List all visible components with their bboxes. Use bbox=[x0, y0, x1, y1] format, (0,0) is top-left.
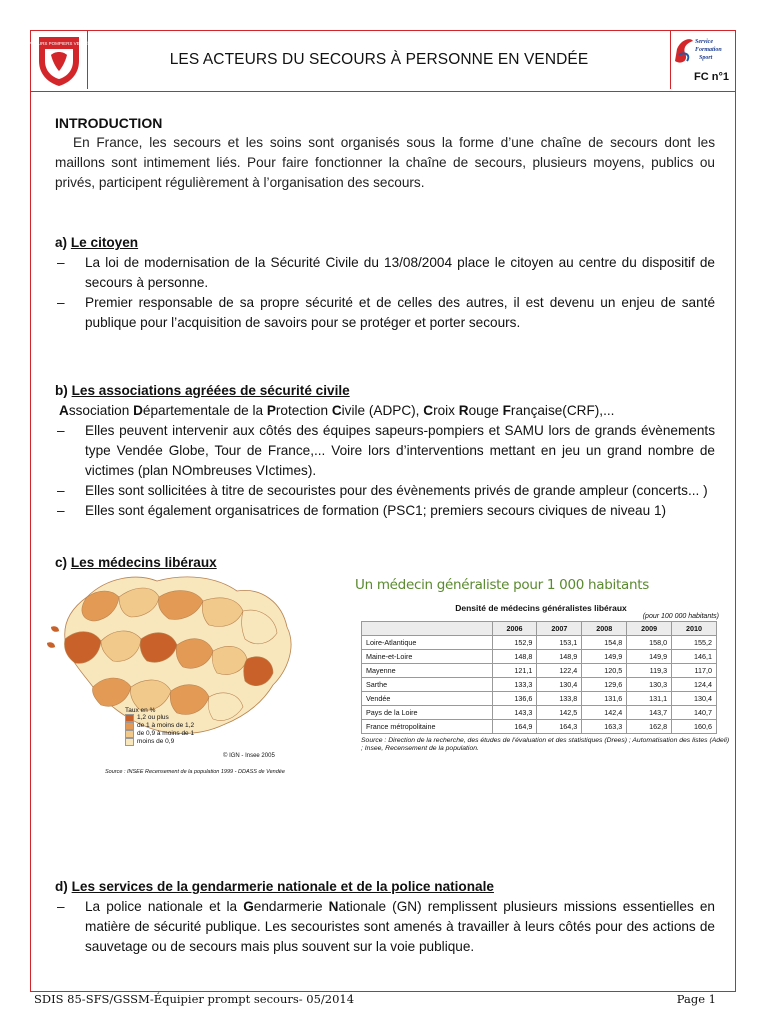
table-header-cell: 2010 bbox=[672, 622, 717, 636]
table-cell: 117,0 bbox=[672, 664, 717, 678]
table-cell: 148,9 bbox=[537, 650, 582, 664]
table-row bbox=[362, 678, 717, 692]
table-cell: 146,1 bbox=[672, 650, 717, 664]
vendee-density-map bbox=[47, 567, 339, 785]
document-title: LES ACTEURS DU SECOURS À PERSONNE EN VENDÉE bbox=[169, 51, 589, 68]
intro-heading: INTRODUCTION bbox=[55, 115, 163, 131]
table-cell: 122,4 bbox=[537, 664, 582, 678]
table-cell: 143,7 bbox=[627, 706, 672, 720]
sfs-emblem-icon bbox=[671, 31, 735, 71]
table-cell: 162,8 bbox=[627, 720, 672, 734]
section-b-bullet: – Elles peuvent intervenir aux côtés des équipes sapeurs-pompiers et SAMU lors de grands évènements type Vendée Globe, Tour de France,... Voire lors d’interventions mettant en jeu un grand nombre de victimes (plan NOmbreuses VIctimes). bbox=[57, 423, 715, 478]
table-cell: 164,9 bbox=[492, 720, 537, 734]
table-header-cell: 2009 bbox=[627, 622, 672, 636]
fc-number-label: FC n°1 bbox=[694, 71, 729, 83]
table-cell: 130,3 bbox=[627, 678, 672, 692]
logo-right-line-2: Formation bbox=[695, 47, 722, 53]
intro-paragraph: En France, les secours et les soins sont organisés sous la forme d’une chaîne de secours dont les maillons sont intimement liés. Pour faire fonctionner la chaîne de secours, plusieurs moyens, publics ou privés, participent régulièrement à l’organisation des secours. bbox=[55, 135, 715, 190]
table-cell: 149,9 bbox=[582, 650, 627, 664]
table-cell: 133,8 bbox=[537, 692, 582, 706]
map-legend-title: Taux en % bbox=[125, 707, 156, 714]
header-bar bbox=[25, 31, 735, 92]
table-subtitle: Densité de médecins généralistes libéraux bbox=[455, 603, 627, 613]
legend-swatch-icon bbox=[125, 730, 134, 738]
legend-swatch-icon bbox=[125, 714, 134, 722]
table-cell: 129,6 bbox=[582, 678, 627, 692]
table-cell: 140,7 bbox=[672, 706, 717, 720]
table-header-cell: 2007 bbox=[537, 622, 582, 636]
table-row bbox=[362, 664, 717, 678]
table-cell: 149,9 bbox=[627, 650, 672, 664]
doctor-density-figure bbox=[351, 577, 731, 781]
table-cell: 131,1 bbox=[627, 692, 672, 706]
table-source: Source : Direction de la recherche, des études de l’évaluation et des statistiques (Drees) ; Automatisation des listes (Adeli) ; Insee, Recensement de la population. bbox=[361, 737, 730, 752]
table-row-label: Sarthe bbox=[362, 678, 493, 692]
section-b-bullet: – Elles sont sollicitées à titre de secouristes pour des évènements privés de grande ampleur (concerts... ) bbox=[57, 483, 708, 498]
table-row-label: Maine-et-Loire bbox=[362, 650, 493, 664]
sfs-logo bbox=[670, 31, 735, 89]
table-row-label: Mayenne bbox=[362, 664, 493, 678]
legend-swatch-icon bbox=[125, 722, 134, 730]
section-b-associations-line: Association Départementale de la Protection Civile (ADPC), Croix Rouge Française(CRF),... bbox=[59, 403, 615, 418]
map-image bbox=[47, 567, 339, 785]
table-cell: 136,6 bbox=[492, 692, 537, 706]
table-header-cell: 2006 bbox=[492, 622, 537, 636]
map-legend-item bbox=[125, 738, 194, 746]
table-row-label: Vendée bbox=[362, 692, 493, 706]
sdis-logo bbox=[25, 31, 93, 89]
map-source: Source : INSEE Recensement de la population 1999 - DDASS de Vendée bbox=[105, 769, 285, 775]
logo-right-line-1: Service bbox=[695, 39, 713, 45]
main-content bbox=[55, 113, 715, 573]
table-cell: 121,1 bbox=[492, 664, 537, 678]
map-legend-item bbox=[125, 714, 194, 722]
section-b-bullet: – Elles sont également organisatrices de formation (PSC1; premiers secours civiques de niveau 1) bbox=[57, 503, 667, 518]
section-d-content bbox=[55, 877, 715, 957]
figure-title: Un médecin généraliste pour 1 000 habitants bbox=[355, 577, 649, 593]
table-row bbox=[362, 706, 717, 720]
page-number: Page 1 bbox=[676, 992, 716, 1006]
table-cell: 131,6 bbox=[582, 692, 627, 706]
table-cell: 158,0 bbox=[627, 636, 672, 650]
section-c-title: c) Les médecins libéraux bbox=[55, 555, 217, 570]
table-header-cell: 2008 bbox=[582, 622, 627, 636]
table-cell: 120,5 bbox=[582, 664, 627, 678]
table-row bbox=[362, 636, 717, 650]
section-a-bullet: – La loi de modernisation de la Sécurité Civile du 13/08/2004 place le citoyen au centre du dispositif de secours à personne. bbox=[57, 255, 715, 290]
logo-left-text: SAPEURS POMPIERS VENDÉE bbox=[25, 41, 93, 46]
table-cell: 130,4 bbox=[672, 692, 717, 706]
section-b-title: b) Les associations agréées de sécurité civile bbox=[55, 383, 350, 398]
map-legend bbox=[125, 707, 194, 746]
table-cell: 133,3 bbox=[492, 678, 537, 692]
table-row-label: France métropolitaine bbox=[362, 720, 493, 734]
section-a-bullet: – Premier responsable de sa propre sécurité et de celles des autres, il est devenu un enjeu de santé publique pour l’acquisition de savoirs pour se protéger et porter secours. bbox=[57, 295, 715, 330]
table-cell: 142,5 bbox=[537, 706, 582, 720]
table-cell: 152,9 bbox=[492, 636, 537, 650]
legend-label: de 0,9 à moins de 1 bbox=[137, 730, 195, 737]
page-frame bbox=[25, 30, 736, 992]
table-cell: 160,6 bbox=[672, 720, 717, 734]
table-row bbox=[362, 692, 717, 706]
map-copyright: © IGN - Insee 2005 bbox=[223, 753, 275, 759]
doctor-density-table bbox=[361, 621, 717, 734]
map-legend-item bbox=[125, 722, 194, 730]
table-row bbox=[362, 720, 717, 734]
legend-label: de 1 à moins de 1,2 bbox=[137, 722, 195, 729]
table-row-label: Pays de la Loire bbox=[362, 706, 493, 720]
table-unit: (pour 100 000 habitants) bbox=[642, 613, 719, 620]
map-legend-item bbox=[125, 730, 194, 738]
table-cell: 163,3 bbox=[582, 720, 627, 734]
legend-swatch-icon bbox=[125, 738, 134, 746]
table-cell: 119,3 bbox=[627, 664, 672, 678]
table-row bbox=[362, 650, 717, 664]
table-row-label: Loire-Atlantique bbox=[362, 636, 493, 650]
legend-label: moins de 0,9 bbox=[137, 738, 175, 745]
table-cell: 164,3 bbox=[537, 720, 582, 734]
table-cell: 130,4 bbox=[537, 678, 582, 692]
table-cell: 154,8 bbox=[582, 636, 627, 650]
table-cell: 148,8 bbox=[492, 650, 537, 664]
section-d-title: d) Les services de la gendarmerie nationale et de la police nationale bbox=[55, 879, 494, 894]
table-header-cell bbox=[362, 622, 493, 636]
table-cell: 155,2 bbox=[672, 636, 717, 650]
section-d-bullet: – La police nationale et la Gendarmerie Nationale (GN) remplissent plusieurs missions essentielles en matière de sécurité publique. Les secouristes sont amenés à travailler à leurs côtés pour des actions de sauvetage ou de secours mais plus souvent sur la voie publique. bbox=[57, 899, 715, 954]
table-cell: 124,4 bbox=[672, 678, 717, 692]
footer-reference: SDIS 85-SFS/GSSM-Équipier prompt secours- 05/2014 bbox=[34, 992, 355, 1006]
shield-icon bbox=[25, 31, 93, 89]
table-cell: 142,4 bbox=[582, 706, 627, 720]
table-cell: 143,3 bbox=[492, 706, 537, 720]
section-a-title: a) Le citoyen bbox=[55, 235, 139, 250]
legend-label: 1,2 ou plus bbox=[137, 714, 169, 721]
logo-right-line-3: Sport bbox=[699, 55, 713, 61]
table-cell: 153,1 bbox=[537, 636, 582, 650]
